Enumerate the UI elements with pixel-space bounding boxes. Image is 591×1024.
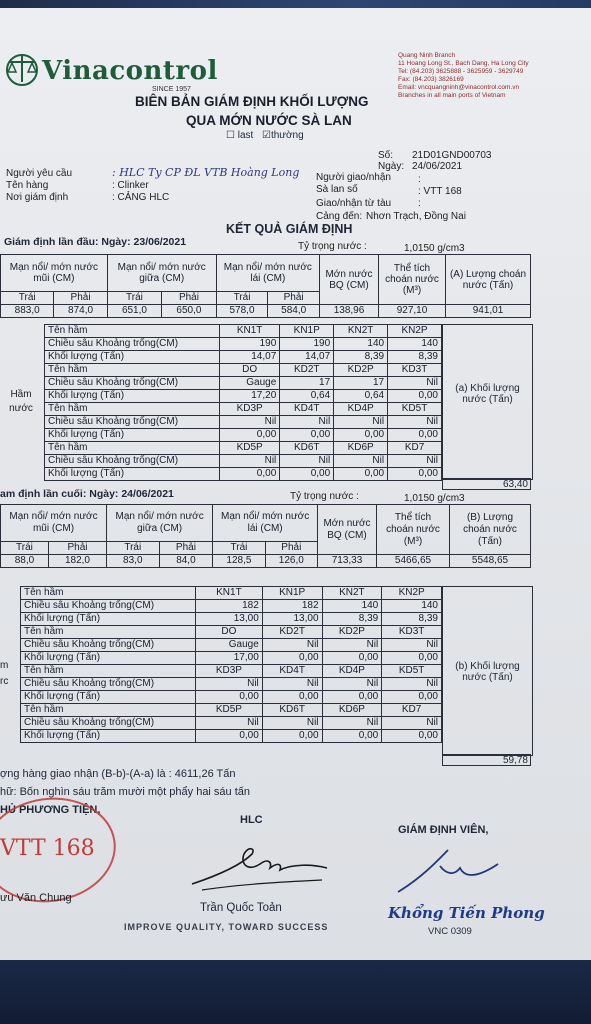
last-tank-cell: 0,00 (262, 730, 322, 743)
last-tank-cell: 0,00 (262, 652, 322, 665)
first-tank-cell: 14,07 (280, 351, 334, 364)
first-tank-cell: Nil (388, 455, 442, 468)
last-header-mid: Mạn nổi/ mớn nước giữa (CM) (107, 505, 213, 542)
last-mid-left-head: Trái (107, 542, 160, 555)
first-tank-row (45, 429, 442, 442)
last-tank-cell: Nil (196, 678, 263, 691)
first-tank-cell: 0,00 (220, 468, 280, 481)
last-tank-cell: Nil (196, 717, 263, 730)
first-tank-row (45, 325, 442, 338)
first-tank-cell: 0,00 (334, 429, 388, 442)
last-header-aft: Mạn nổi/ mớn nước lái (CM) (213, 505, 318, 542)
first-volume: 927,10 (379, 305, 446, 318)
first-tank-row-label: Khối lượng (Tấn) (45, 468, 220, 481)
first-tank-cell: 0,00 (280, 429, 334, 442)
first-draft-table (0, 254, 531, 318)
last-tank-cell: 0,00 (322, 730, 382, 743)
last-tank-cell: KD6T (262, 704, 322, 717)
first-tank-total: 63,40 (442, 478, 531, 490)
first-tank-cell: KD2T (280, 364, 334, 377)
last-mass: 5548,65 (450, 555, 531, 568)
first-header-volume: Thể tích choán nước (M³) (379, 255, 446, 305)
last-tank-cell: KD2T (262, 626, 322, 639)
last-tank-side-label: m rc (0, 660, 9, 687)
last-tank-cell: Nil (262, 639, 322, 652)
last-tank-row (21, 652, 442, 665)
since-text: SINCE 1957 (152, 86, 191, 93)
last-tank-row-label: Chiều sâu Khoảng trống(CM) (21, 600, 196, 613)
document-subtitle: QUA MỚN NƯỚC SÀ LAN (186, 113, 352, 128)
first-tank-cell: KD4P (334, 403, 388, 416)
hlc-label: HLC (240, 814, 263, 826)
first-tank-row-label: Tên hầm (45, 442, 220, 455)
last-tank-cell: 13,00 (196, 613, 263, 626)
last-tank-cell: 0,00 (382, 652, 442, 665)
last-tank-cell: 140 (322, 600, 382, 613)
branch-fax: Fax: (84.203) 3826169 (398, 76, 464, 83)
first-tank-cell: 140 (334, 338, 388, 351)
place-value: : CẢNG HLC (112, 192, 170, 203)
first-front-right-head: Phải (54, 292, 107, 305)
first-tank-cell: 0,00 (220, 429, 280, 442)
first-tank-cell: KN1P (280, 325, 334, 338)
last-draft-table (0, 504, 531, 568)
first-tank-row-label: Chiều sâu Khoảng trống(CM) (45, 338, 220, 351)
place-label: Nơi giám định (6, 192, 69, 203)
first-header-mass: (A) Lượng choán nước (Tấn) (446, 255, 531, 305)
first-tank-row-label: Chiều sâu Khoảng trống(CM) (45, 377, 220, 390)
branch-email: Email: vncquangninh@vinacontrol.com.vn (398, 84, 520, 91)
goods-label: Tên hàng (6, 180, 49, 191)
last-tank-cell: KD2P (322, 626, 382, 639)
first-mass: 941,01 (446, 305, 531, 318)
last-tank-cell: Nil (322, 678, 382, 691)
first-tank-row (45, 377, 442, 390)
owner-name: ưu Văn Chung (0, 892, 72, 904)
first-front-left: 883,0 (1, 305, 54, 318)
last-aft-right: 126,0 (265, 555, 317, 568)
first-tank-cell: 190 (220, 338, 280, 351)
first-tank-cell: DO (220, 364, 280, 377)
goods-value: : Clinker (112, 180, 149, 191)
last-survey-label: am định lần cuối: Ngày: 24/06/2021 (0, 488, 174, 500)
last-tank-cell: 0,00 (322, 691, 382, 704)
last-tank-row-label: Chiều sâu Khoảng trống(CM) (21, 717, 196, 730)
first-tank-row (45, 351, 442, 364)
inspector-code: VNC 0309 (428, 926, 472, 937)
last-tank-result-box (442, 586, 533, 756)
last-tank-row-label: Chiều sâu Khoảng trống(CM) (21, 639, 196, 652)
inspector-label: GIÁM ĐỊNH VIÊN, (398, 824, 489, 836)
last-mid-right-head: Phải (159, 542, 213, 555)
first-survey-label: Giám định lần đầu: Ngày: 23/06/2021 (4, 236, 187, 248)
first-mid-right: 650,0 (162, 305, 216, 318)
last-tank-total: 59,78 (442, 754, 531, 766)
last-tank-cell: 182 (262, 600, 322, 613)
document-title: BIÊN BẢN GIÁM ĐỊNH KHỐI LƯỢNG (135, 94, 369, 109)
first-header-mid: Mạn nổi/ mớn nước giữa (CM) (107, 255, 216, 292)
first-mid-left-head: Trái (107, 292, 161, 305)
last-tank-cell: 182 (196, 600, 263, 613)
first-mid-left: 651,0 (107, 305, 161, 318)
requester-value: : HLC Ty CP ĐL VTB Hoàng Long (112, 166, 300, 179)
first-tank-cell: KN2T (334, 325, 388, 338)
last-tank-cell: 0,00 (322, 652, 382, 665)
option-normal: ☑thường (262, 130, 304, 141)
first-aft-left-head: Trái (216, 292, 268, 305)
first-tank-row-label: Khối lượng (Tấn) (45, 390, 220, 403)
last-tank-row-label: Tên hầm (21, 587, 196, 600)
first-tank-row-label: Tên hầm (45, 325, 220, 338)
last-aft-right-head: Phải (265, 542, 317, 555)
first-tank-row (45, 338, 442, 351)
last-header-mass: (B) Lượng choán nước (Tấn) (450, 505, 531, 555)
first-tank-row (45, 390, 442, 403)
last-tank-cell: 8,39 (322, 613, 382, 626)
branch-address: 11 Hoang Long St., Bach Dang, Ha Long City (398, 60, 529, 67)
first-tank-cell: 14,07 (220, 351, 280, 364)
last-tank-cell: KN1T (196, 587, 263, 600)
last-tank-cell: 0,00 (196, 730, 263, 743)
last-tank-cell: Nil (322, 639, 382, 652)
first-aft-right: 584,0 (268, 305, 320, 318)
last-tank-cell: KN2P (382, 587, 442, 600)
first-tank-cell: KD5P (220, 442, 280, 455)
first-tank-row-label: Khối lượng (Tấn) (45, 429, 220, 442)
first-tank-cell: 0,00 (280, 468, 334, 481)
last-front-left-head: Trái (1, 542, 49, 555)
first-tank-cell: 8,39 (334, 351, 388, 364)
last-tank-cell: KD5P (196, 704, 263, 717)
last-mid-right: 84,0 (159, 555, 213, 568)
first-tank-row-label: Chiều sâu Khoảng trống(CM) (45, 416, 220, 429)
last-tank-row-label: Tên hầm (21, 665, 196, 678)
last-tank-row-label: Khối lượng (Tấn) (21, 613, 196, 626)
last-avg-draft: 713,33 (318, 555, 377, 568)
first-avg-draft: 138,96 (320, 305, 379, 318)
last-tank-cell: Nil (382, 717, 442, 730)
report-number: 21D01GND00703 (412, 150, 492, 161)
first-mid-right-head: Phải (162, 292, 216, 305)
first-density-label: Tỷ trọng nước : (298, 241, 367, 252)
last-tank-cell: 0,00 (262, 691, 322, 704)
scales-logo-icon (2, 46, 42, 90)
first-tank-cell: 0,00 (388, 390, 442, 403)
last-tank-row-label: Khối lượng (Tấn) (21, 730, 196, 743)
first-front-right: 874,0 (54, 305, 107, 318)
last-header-avg: Mớn nước BQ (CM) (318, 505, 377, 555)
inspector-signature-icon (394, 846, 504, 898)
first-tank-cell: 190 (280, 338, 334, 351)
company-logo-text: Vinacontrol (42, 56, 218, 86)
first-density-value: 1,0150 g/cm3 (404, 243, 465, 254)
first-tank-cell: KD3T (388, 364, 442, 377)
first-tank-result-box (442, 324, 533, 480)
hlc-name: Trần Quốc Toản (200, 902, 282, 914)
last-tank-row (21, 704, 442, 717)
first-tank-cell: Nil (220, 416, 280, 429)
first-tank-cell: 140 (388, 338, 442, 351)
stamp-text: VTT 168 (0, 836, 95, 861)
first-tank-cell: 0,64 (280, 390, 334, 403)
last-tank-cell: KD4P (322, 665, 382, 678)
last-tank-row (21, 691, 442, 704)
owner-label: HỦ PHƯƠNG TIỆN, (0, 804, 101, 816)
last-tank-row (21, 600, 442, 613)
last-tank-cell: 13,00 (262, 613, 322, 626)
last-header-volume: Thể tích choán nước (M³) (377, 505, 450, 555)
first-tank-row (45, 416, 442, 429)
first-tank-cell: Nil (334, 416, 388, 429)
first-tank-table (44, 324, 442, 481)
first-tank-cell: 0,64 (334, 390, 388, 403)
first-tank-cell: Nil (388, 377, 442, 390)
receiver-value: : (418, 174, 421, 185)
first-header-aft: Mạn nổi/ mớn nước lái (CM) (216, 255, 319, 292)
first-aft-right-head: Phải (268, 292, 320, 305)
first-aft-left: 578,0 (216, 305, 268, 318)
last-tank-table (20, 586, 442, 743)
last-tank-row (21, 626, 442, 639)
last-tank-row (21, 730, 442, 743)
first-tank-cell: KD4T (280, 403, 334, 416)
first-tank-cell: KN1T (220, 325, 280, 338)
first-tank-row-label: Tên hầm (45, 403, 220, 416)
first-tank-cell: 17 (334, 377, 388, 390)
last-tank-cell: KD4T (262, 665, 322, 678)
first-tank-cell: KD7 (388, 442, 442, 455)
option-last-label: last (237, 130, 254, 141)
first-tank-cell: KD6T (280, 442, 334, 455)
branch-name: Quang Ninh Branch (398, 52, 456, 59)
first-tank-cell: KD2P (334, 364, 388, 377)
last-tank-row-label: Khối lượng (Tấn) (21, 691, 196, 704)
report-number-label: Số: (378, 150, 394, 161)
first-tank-row-label: Chiều sâu Khoảng trống(CM) (45, 455, 220, 468)
last-tank-row (21, 639, 442, 652)
first-tank-row (45, 403, 442, 416)
last-tank-cell: 0,00 (382, 730, 442, 743)
first-tank-cell: Nil (388, 416, 442, 429)
last-tank-row (21, 678, 442, 691)
last-aft-left: 128,5 (213, 555, 265, 568)
first-tank-row (45, 442, 442, 455)
last-mid-left: 83,0 (107, 555, 160, 568)
last-tank-cell: Nil (382, 678, 442, 691)
last-tank-cell: 8,39 (382, 613, 442, 626)
first-tank-row-label: Tên hầm (45, 364, 220, 377)
last-front-left: 88,0 (1, 555, 49, 568)
first-tank-row (45, 468, 442, 481)
ship-from-value: : (418, 198, 421, 209)
hlc-signature-icon (182, 834, 332, 894)
last-aft-left-head: Trái (213, 542, 265, 555)
last-tank-cell: 17,00 (196, 652, 263, 665)
first-tank-side-label: Hầm nước (9, 389, 33, 414)
last-front-right-head: Phải (48, 542, 106, 555)
first-tank-row-label: Khối lượng (Tấn) (45, 351, 220, 364)
last-tank-cell: 140 (382, 600, 442, 613)
last-tank-cell: KN1P (262, 587, 322, 600)
inspector-name: Khổng Tiến Phong (388, 904, 545, 922)
first-tank-cell: 17 (280, 377, 334, 390)
first-tank-result-label: (a) Khối lượng nước (Tấn) (455, 383, 520, 405)
first-tank-cell: Nil (280, 455, 334, 468)
requester-label: Người yêu cầu (6, 168, 73, 179)
receiver-label: Người giao/nhận (316, 172, 391, 183)
first-tank-cell: 8,39 (388, 351, 442, 364)
last-tank-row (21, 587, 442, 600)
first-header-front: Mạn nổi/ mớn nước mũi (CM) (1, 255, 108, 292)
first-tank-cell: 0,00 (334, 468, 388, 481)
last-tank-result-label: (b) Khối lượng nước (Tấn) (455, 661, 520, 683)
first-tank-cell: Nil (280, 416, 334, 429)
last-tank-cell: KN2T (322, 587, 382, 600)
ship-from-label: Giao/nhận từ tàu (316, 198, 392, 209)
barge-value: : VTT 168 (418, 186, 462, 197)
last-tank-row (21, 665, 442, 678)
last-tank-cell: KD5T (382, 665, 442, 678)
last-tank-cell: Gauge (196, 639, 263, 652)
last-tank-cell: Nil (262, 678, 322, 691)
first-tank-cell: KD6P (334, 442, 388, 455)
first-tank-cell: Nil (220, 455, 280, 468)
report-date-label: Ngày: (378, 161, 405, 172)
first-tank-row (45, 455, 442, 468)
port-label: Cảng đến: (316, 211, 363, 222)
last-tank-cell: KD3P (196, 665, 263, 678)
first-tank-cell: KN2P (388, 325, 442, 338)
last-tank-cell: KD6P (322, 704, 382, 717)
last-tank-cell: Nil (382, 639, 442, 652)
net-quantity-words: hữ: Bốn nghìn sáu trăm mười một phẩy hai sáu tấn (0, 786, 251, 798)
last-tank-cell: 0,00 (382, 691, 442, 704)
last-tank-cell: Nil (322, 717, 382, 730)
first-header-avg: Mớn nước BQ (CM) (320, 255, 379, 305)
net-quantity-line: ợng hàng giao nhận (B-b)-(A-a) là : 4611,26 Tấn (0, 768, 236, 780)
first-tank-row (45, 364, 442, 377)
last-volume: 5466,65 (377, 555, 450, 568)
last-tank-cell: KD7 (382, 704, 442, 717)
first-tank-cell: 0,00 (388, 429, 442, 442)
port-value: Nhơn Trạch, Đồng Nai (366, 211, 466, 222)
first-front-left-head: Trái (1, 292, 54, 305)
first-tank-cell: Nil (334, 455, 388, 468)
last-density-label: Tỷ trọng nước : (290, 491, 359, 502)
option-last: ☐ last (226, 130, 254, 141)
first-tank-cell: 17,20 (220, 390, 280, 403)
report-date: 24/06/2021 (412, 161, 463, 172)
last-header-front: Mạn nổi/ mớn nước mũi (CM) (1, 505, 107, 542)
last-tank-cell: 0,00 (196, 691, 263, 704)
option-normal-label: thường (270, 130, 304, 141)
last-tank-row (21, 613, 442, 626)
last-tank-cell: KD3T (382, 626, 442, 639)
last-tank-row-label: Khối lượng (Tấn) (21, 652, 196, 665)
branch-network: Branches in all main ports of Vietnam (398, 92, 506, 99)
first-tank-cell: 0,00 (388, 468, 442, 481)
result-title: KẾT QUẢ GIÁM ĐỊNH (226, 222, 353, 236)
branch-tel: Tel: (84.203) 3625888 - 3625959 - 3629749 (398, 68, 524, 75)
last-tank-row-label: Tên hầm (21, 626, 196, 639)
last-tank-cell: Nil (262, 717, 322, 730)
first-tank-cell: KD5T (388, 403, 442, 416)
last-density-value: 1,0150 g/cm3 (404, 493, 465, 504)
last-tank-row-label: Tên hầm (21, 704, 196, 717)
last-tank-cell: DO (196, 626, 263, 639)
slogan: IMPROVE QUALITY, TOWARD SUCCESS (124, 922, 329, 932)
first-tank-cell: Gauge (220, 377, 280, 390)
document-sheet (0, 8, 591, 960)
first-tank-cell: KD3P (220, 403, 280, 416)
last-tank-row-label: Chiều sâu Khoảng trống(CM) (21, 678, 196, 691)
last-front-right: 182,0 (48, 555, 106, 568)
barge-label: Sà lan số (316, 184, 358, 195)
last-tank-row (21, 717, 442, 730)
